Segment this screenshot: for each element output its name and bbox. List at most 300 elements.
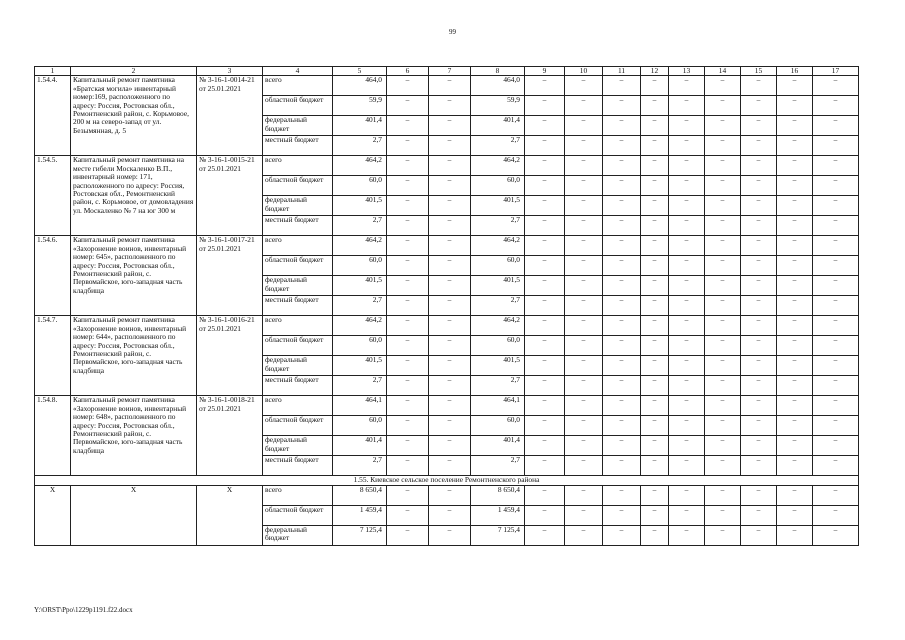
empty-value-cell: – <box>669 116 705 136</box>
empty-value-cell: – <box>741 356 777 376</box>
empty-value-cell: – <box>741 505 777 525</box>
value-cell: 401,5 <box>333 276 387 296</box>
empty-value-cell: – <box>387 356 429 376</box>
empty-value-cell: – <box>429 316 471 336</box>
empty-value-cell: – <box>641 485 669 505</box>
empty-value-cell: – <box>525 196 565 216</box>
empty-value-cell: – <box>525 316 565 336</box>
empty-value-cell: – <box>525 525 565 545</box>
empty-value-cell: – <box>429 276 471 296</box>
empty-value-cell: – <box>669 76 705 96</box>
empty-value-cell: – <box>525 376 565 396</box>
empty-value-cell: – <box>641 296 669 316</box>
empty-value-cell: – <box>777 376 813 396</box>
empty-value-cell: – <box>641 76 669 96</box>
value-cell: 60,0 <box>471 176 525 196</box>
empty-value-cell: – <box>777 156 813 176</box>
empty-value-cell: – <box>705 156 741 176</box>
item-name-cell: Капитальный ремонт памятника на месте гибели Москаленко В.П., инвентарный номер: 171, расположенного по адресу: Россия, Ростовская обл., Ремонтненский район, с. Корьмовое, от домовладения ул. Москаленко № 7 на юг 300 м <box>71 156 197 236</box>
value-cell: 464,1 <box>333 396 387 416</box>
footer-file-path: Y:\ORST\Ppo\1229p1191.f22.docx <box>34 606 133 614</box>
budget-source-cell: местный бюджет <box>263 136 333 156</box>
column-number-cell: 12 <box>641 67 669 76</box>
empty-value-cell: – <box>741 216 777 236</box>
empty-value-cell: – <box>565 336 603 356</box>
empty-value-cell: – <box>813 505 859 525</box>
empty-value-cell: – <box>669 356 705 376</box>
item-code-cell: 1.54.8. <box>35 396 71 476</box>
column-number-cell: 3 <box>197 67 263 76</box>
empty-value-cell: – <box>669 276 705 296</box>
empty-value-cell: – <box>777 456 813 476</box>
value-cell: 2,7 <box>471 376 525 396</box>
column-number-cell: 4 <box>263 67 333 76</box>
value-cell: 464,2 <box>471 156 525 176</box>
empty-value-cell: – <box>641 376 669 396</box>
budget-source-cell: местный бюджет <box>263 216 333 236</box>
table-row <box>35 156 859 176</box>
budget-table <box>34 66 859 546</box>
empty-value-cell: – <box>705 76 741 96</box>
column-number-row <box>35 67 859 76</box>
column-number-cell: 11 <box>603 67 641 76</box>
empty-value-cell: – <box>603 376 641 396</box>
empty-value-cell: – <box>813 156 859 176</box>
empty-value-cell: – <box>387 396 429 416</box>
empty-value-cell: – <box>741 525 777 545</box>
value-cell: 59,9 <box>471 96 525 116</box>
empty-value-cell: – <box>565 316 603 336</box>
empty-value-cell: – <box>429 416 471 436</box>
empty-value-cell: – <box>741 416 777 436</box>
empty-value-cell: – <box>669 296 705 316</box>
value-cell: 60,0 <box>471 336 525 356</box>
empty-value-cell: – <box>429 76 471 96</box>
value-cell: 464,2 <box>471 316 525 336</box>
empty-value-cell: – <box>603 196 641 216</box>
empty-value-cell: – <box>641 116 669 136</box>
empty-value-cell: – <box>565 176 603 196</box>
column-number-cell: 5 <box>333 67 387 76</box>
empty-value-cell: – <box>669 525 705 545</box>
empty-value-cell: – <box>741 256 777 276</box>
item-code-cell: 1.54.7. <box>35 316 71 396</box>
empty-value-cell: – <box>565 136 603 156</box>
empty-value-cell: – <box>705 356 741 376</box>
section-code-cell: Х <box>35 485 71 545</box>
empty-value-cell: – <box>429 156 471 176</box>
value-cell: 2,7 <box>471 216 525 236</box>
value-cell: 8 650,4 <box>333 485 387 505</box>
empty-value-cell: – <box>669 176 705 196</box>
budget-source-cell: всего <box>263 156 333 176</box>
item-name-cell: Капитальный ремонт памятника «Захоронение воинов, инвентарный номер: 644», расположенного по адресу: Россия, Ростовская обл., Ремонтненский район, с. Первомайское, юго-западная часть кладбища <box>71 316 197 396</box>
value-cell: 401,4 <box>471 436 525 456</box>
empty-value-cell: – <box>705 256 741 276</box>
empty-value-cell: – <box>429 485 471 505</box>
empty-value-cell: – <box>429 116 471 136</box>
empty-value-cell: – <box>813 196 859 216</box>
empty-value-cell: – <box>777 216 813 236</box>
empty-value-cell: – <box>641 525 669 545</box>
empty-value-cell: – <box>429 96 471 116</box>
value-cell: 60,0 <box>333 256 387 276</box>
empty-value-cell: – <box>565 436 603 456</box>
empty-value-cell: – <box>669 376 705 396</box>
empty-value-cell: – <box>525 236 565 256</box>
budget-source-cell: всего <box>263 485 333 505</box>
budget-source-cell: местный бюджет <box>263 456 333 476</box>
value-cell: 401,4 <box>333 116 387 136</box>
item-name-cell: Капитальный ремонт памятника «Захоронение воинов, инвентарный номер: 648», расположенного по адресу: Россия, Ростовская обл., Ремонтненский район, с. Первомайское, юго-западная часть кладбища <box>71 396 197 476</box>
empty-value-cell: – <box>565 296 603 316</box>
empty-value-cell: – <box>813 216 859 236</box>
empty-value-cell: – <box>813 456 859 476</box>
empty-value-cell: – <box>669 505 705 525</box>
document-number-cell: № 3-16-1-0017-21 от 25.01.2021 <box>197 236 263 316</box>
empty-value-cell: – <box>603 525 641 545</box>
empty-value-cell: – <box>387 216 429 236</box>
empty-value-cell: – <box>565 525 603 545</box>
empty-value-cell: – <box>813 76 859 96</box>
empty-value-cell: – <box>387 316 429 336</box>
empty-value-cell: – <box>705 116 741 136</box>
empty-value-cell: – <box>387 176 429 196</box>
empty-value-cell: – <box>387 236 429 256</box>
budget-source-cell: областной бюджет <box>263 96 333 116</box>
empty-value-cell: – <box>669 436 705 456</box>
budget-source-cell: федеральный бюджет <box>263 196 333 216</box>
empty-value-cell: – <box>705 196 741 216</box>
empty-value-cell: – <box>603 356 641 376</box>
empty-value-cell: – <box>603 316 641 336</box>
empty-value-cell: – <box>669 196 705 216</box>
empty-value-cell: – <box>777 236 813 256</box>
value-cell: 2,7 <box>471 296 525 316</box>
empty-value-cell: – <box>813 525 859 545</box>
empty-value-cell: – <box>669 316 705 336</box>
empty-value-cell: – <box>705 376 741 396</box>
empty-value-cell: – <box>387 525 429 545</box>
empty-value-cell: – <box>741 176 777 196</box>
table-row <box>35 396 859 416</box>
empty-value-cell: – <box>641 356 669 376</box>
item-code-cell: 1.54.6. <box>35 236 71 316</box>
empty-value-cell: – <box>777 356 813 376</box>
budget-source-cell: всего <box>263 76 333 96</box>
empty-value-cell: – <box>429 396 471 416</box>
document-number-cell: № 3-16-1-0018-21 от 25.01.2021 <box>197 396 263 476</box>
empty-value-cell: – <box>777 116 813 136</box>
empty-value-cell: – <box>603 436 641 456</box>
empty-value-cell: – <box>525 136 565 156</box>
empty-value-cell: – <box>603 96 641 116</box>
empty-value-cell: – <box>777 436 813 456</box>
empty-value-cell: – <box>813 176 859 196</box>
table-row <box>35 316 859 336</box>
empty-value-cell: – <box>705 276 741 296</box>
value-cell: 401,5 <box>333 356 387 376</box>
empty-value-cell: – <box>669 136 705 156</box>
budget-source-cell: всего <box>263 316 333 336</box>
empty-value-cell: – <box>705 336 741 356</box>
empty-value-cell: – <box>777 316 813 336</box>
empty-value-cell: – <box>429 136 471 156</box>
empty-value-cell: – <box>705 505 741 525</box>
document-number-cell: № 3-16-1-0015-21 от 25.01.2021 <box>197 156 263 236</box>
empty-value-cell: – <box>705 216 741 236</box>
empty-value-cell: – <box>669 96 705 116</box>
table-row <box>35 485 859 505</box>
empty-value-cell: – <box>777 525 813 545</box>
empty-value-cell: – <box>603 216 641 236</box>
table-row <box>35 76 859 96</box>
budget-source-cell: областной бюджет <box>263 416 333 436</box>
empty-value-cell: – <box>813 296 859 316</box>
empty-value-cell: – <box>565 216 603 236</box>
table-row <box>35 236 859 256</box>
empty-value-cell: – <box>777 276 813 296</box>
value-cell: 60,0 <box>333 176 387 196</box>
empty-value-cell: – <box>705 236 741 256</box>
column-number-cell: 2 <box>71 67 197 76</box>
value-cell: 464,2 <box>471 236 525 256</box>
empty-value-cell: – <box>813 116 859 136</box>
budget-source-cell: областной бюджет <box>263 505 333 525</box>
value-cell: 2,7 <box>471 456 525 476</box>
value-cell: 464,2 <box>333 156 387 176</box>
empty-value-cell: – <box>429 525 471 545</box>
empty-value-cell: – <box>741 116 777 136</box>
empty-value-cell: – <box>603 485 641 505</box>
empty-value-cell: – <box>777 396 813 416</box>
empty-value-cell: – <box>641 236 669 256</box>
empty-value-cell: – <box>387 136 429 156</box>
empty-value-cell: – <box>429 436 471 456</box>
budget-source-cell: федеральный бюджет <box>263 525 333 545</box>
column-number-cell: 6 <box>387 67 429 76</box>
empty-value-cell: – <box>705 485 741 505</box>
empty-value-cell: – <box>387 96 429 116</box>
empty-value-cell: – <box>777 256 813 276</box>
empty-value-cell: – <box>813 485 859 505</box>
empty-value-cell: – <box>813 96 859 116</box>
empty-value-cell: – <box>429 336 471 356</box>
empty-value-cell: – <box>741 376 777 396</box>
item-name-cell: Капитальный ремонт памятника «Захоронение воинов, инвентарный номер: 645», расположенного по адресу: Россия, Ростовская обл., Ремонтненский район, с. Первомайское, юго-западная часть кладбища <box>71 236 197 316</box>
empty-value-cell: – <box>387 376 429 396</box>
empty-value-cell: – <box>741 316 777 336</box>
value-cell: 401,4 <box>471 116 525 136</box>
empty-value-cell: – <box>603 505 641 525</box>
empty-value-cell: – <box>387 456 429 476</box>
empty-value-cell: – <box>525 396 565 416</box>
empty-value-cell: – <box>741 196 777 216</box>
empty-value-cell: – <box>641 316 669 336</box>
empty-value-cell: – <box>429 256 471 276</box>
empty-value-cell: – <box>813 376 859 396</box>
empty-value-cell: – <box>565 116 603 136</box>
empty-value-cell: – <box>813 256 859 276</box>
empty-value-cell: – <box>669 256 705 276</box>
empty-value-cell: – <box>813 396 859 416</box>
empty-value-cell: – <box>387 116 429 136</box>
value-cell: 7 125,4 <box>333 525 387 545</box>
empty-value-cell: – <box>387 336 429 356</box>
section-title-row <box>35 476 859 485</box>
empty-value-cell: – <box>813 356 859 376</box>
budget-source-cell: всего <box>263 396 333 416</box>
value-cell: 2,7 <box>333 136 387 156</box>
empty-value-cell: – <box>387 276 429 296</box>
budget-source-cell: федеральный бюджет <box>263 116 333 136</box>
empty-value-cell: – <box>525 176 565 196</box>
empty-value-cell: – <box>429 296 471 316</box>
empty-value-cell: – <box>777 296 813 316</box>
value-cell: 1 459,4 <box>471 505 525 525</box>
empty-value-cell: – <box>525 456 565 476</box>
section-title-cell: 1.55. Киевское сельское поселение Ремонтненского района <box>35 476 859 485</box>
empty-value-cell: – <box>741 156 777 176</box>
column-number-cell: 15 <box>741 67 777 76</box>
empty-value-cell: – <box>429 505 471 525</box>
empty-value-cell: – <box>705 416 741 436</box>
empty-value-cell: – <box>603 336 641 356</box>
empty-value-cell: – <box>525 505 565 525</box>
empty-value-cell: – <box>741 296 777 316</box>
column-number-cell: 16 <box>777 67 813 76</box>
empty-value-cell: – <box>705 96 741 116</box>
value-cell: 464,0 <box>333 76 387 96</box>
empty-value-cell: – <box>705 176 741 196</box>
empty-value-cell: – <box>777 416 813 436</box>
empty-value-cell: – <box>705 136 741 156</box>
empty-value-cell: – <box>641 216 669 236</box>
empty-value-cell: – <box>669 216 705 236</box>
empty-value-cell: – <box>669 236 705 256</box>
empty-value-cell: – <box>669 396 705 416</box>
budget-source-cell: всего <box>263 236 333 256</box>
empty-value-cell: – <box>813 436 859 456</box>
empty-value-cell: – <box>641 505 669 525</box>
empty-value-cell: – <box>705 456 741 476</box>
empty-value-cell: – <box>641 96 669 116</box>
empty-value-cell: – <box>565 505 603 525</box>
empty-value-cell: – <box>641 276 669 296</box>
item-code-cell: 1.54.4. <box>35 76 71 156</box>
value-cell: 2,7 <box>471 136 525 156</box>
empty-value-cell: – <box>603 396 641 416</box>
column-number-cell: 17 <box>813 67 859 76</box>
empty-value-cell: – <box>777 76 813 96</box>
empty-value-cell: – <box>565 256 603 276</box>
empty-value-cell: – <box>641 176 669 196</box>
empty-value-cell: – <box>565 376 603 396</box>
empty-value-cell: – <box>705 396 741 416</box>
empty-value-cell: – <box>525 276 565 296</box>
empty-value-cell: – <box>565 156 603 176</box>
budget-source-cell: федеральный бюджет <box>263 436 333 456</box>
empty-value-cell: – <box>603 256 641 276</box>
empty-value-cell: – <box>525 256 565 276</box>
empty-value-cell: – <box>525 336 565 356</box>
empty-value-cell: – <box>741 485 777 505</box>
value-cell: 60,0 <box>333 336 387 356</box>
budget-source-cell: федеральный бюджет <box>263 276 333 296</box>
empty-value-cell: – <box>741 136 777 156</box>
empty-value-cell: – <box>813 316 859 336</box>
document-number-cell: № 3-16-1-0014-21 от 25.01.2021 <box>197 76 263 156</box>
empty-value-cell: – <box>603 156 641 176</box>
empty-value-cell: – <box>705 436 741 456</box>
column-number-cell: 10 <box>565 67 603 76</box>
page-number: 99 <box>449 28 456 36</box>
section-name-cell: Х <box>71 485 197 545</box>
empty-value-cell: – <box>387 196 429 216</box>
empty-value-cell: – <box>741 276 777 296</box>
empty-value-cell: – <box>603 416 641 436</box>
value-cell: 401,4 <box>333 436 387 456</box>
empty-value-cell: – <box>777 505 813 525</box>
empty-value-cell: – <box>603 236 641 256</box>
empty-value-cell: – <box>741 396 777 416</box>
empty-value-cell: – <box>525 356 565 376</box>
value-cell: 464,1 <box>471 396 525 416</box>
budget-source-cell: областной бюджет <box>263 336 333 356</box>
column-number-cell: 13 <box>669 67 705 76</box>
value-cell: 8 650,4 <box>471 485 525 505</box>
empty-value-cell: – <box>429 356 471 376</box>
empty-value-cell: – <box>429 176 471 196</box>
empty-value-cell: – <box>603 136 641 156</box>
empty-value-cell: – <box>387 76 429 96</box>
empty-value-cell: – <box>641 256 669 276</box>
empty-value-cell: – <box>429 236 471 256</box>
empty-value-cell: – <box>669 485 705 505</box>
empty-value-cell: – <box>669 456 705 476</box>
empty-value-cell: – <box>429 456 471 476</box>
empty-value-cell: – <box>565 456 603 476</box>
empty-value-cell: – <box>565 356 603 376</box>
value-cell: 401,5 <box>471 276 525 296</box>
empty-value-cell: – <box>741 96 777 116</box>
value-cell: 60,0 <box>471 416 525 436</box>
empty-value-cell: – <box>565 396 603 416</box>
empty-value-cell: – <box>387 156 429 176</box>
empty-value-cell: – <box>777 196 813 216</box>
empty-value-cell: – <box>525 76 565 96</box>
empty-value-cell: – <box>669 156 705 176</box>
empty-value-cell: – <box>525 156 565 176</box>
empty-value-cell: – <box>741 336 777 356</box>
empty-value-cell: – <box>387 296 429 316</box>
value-cell: 59,9 <box>333 96 387 116</box>
value-cell: 464,2 <box>333 236 387 256</box>
empty-value-cell: – <box>705 316 741 336</box>
column-number-cell: 1 <box>35 67 71 76</box>
item-name-cell: Капитальный ремонт памятника «Братская могила» инвентарный номер:169, расположенного по адресу: Россия, Ростовская обл., Ремонтненский район, с. Корьмовое, 200 м на северо-запад от ул. Безымянная, д. 5 <box>71 76 197 156</box>
empty-value-cell: – <box>669 416 705 436</box>
empty-value-cell: – <box>777 96 813 116</box>
empty-value-cell: – <box>429 196 471 216</box>
empty-value-cell: – <box>565 416 603 436</box>
empty-value-cell: – <box>603 116 641 136</box>
item-code-cell: 1.54.5. <box>35 156 71 236</box>
empty-value-cell: – <box>603 296 641 316</box>
empty-value-cell: – <box>387 505 429 525</box>
empty-value-cell: – <box>641 396 669 416</box>
value-cell: 464,2 <box>333 316 387 336</box>
